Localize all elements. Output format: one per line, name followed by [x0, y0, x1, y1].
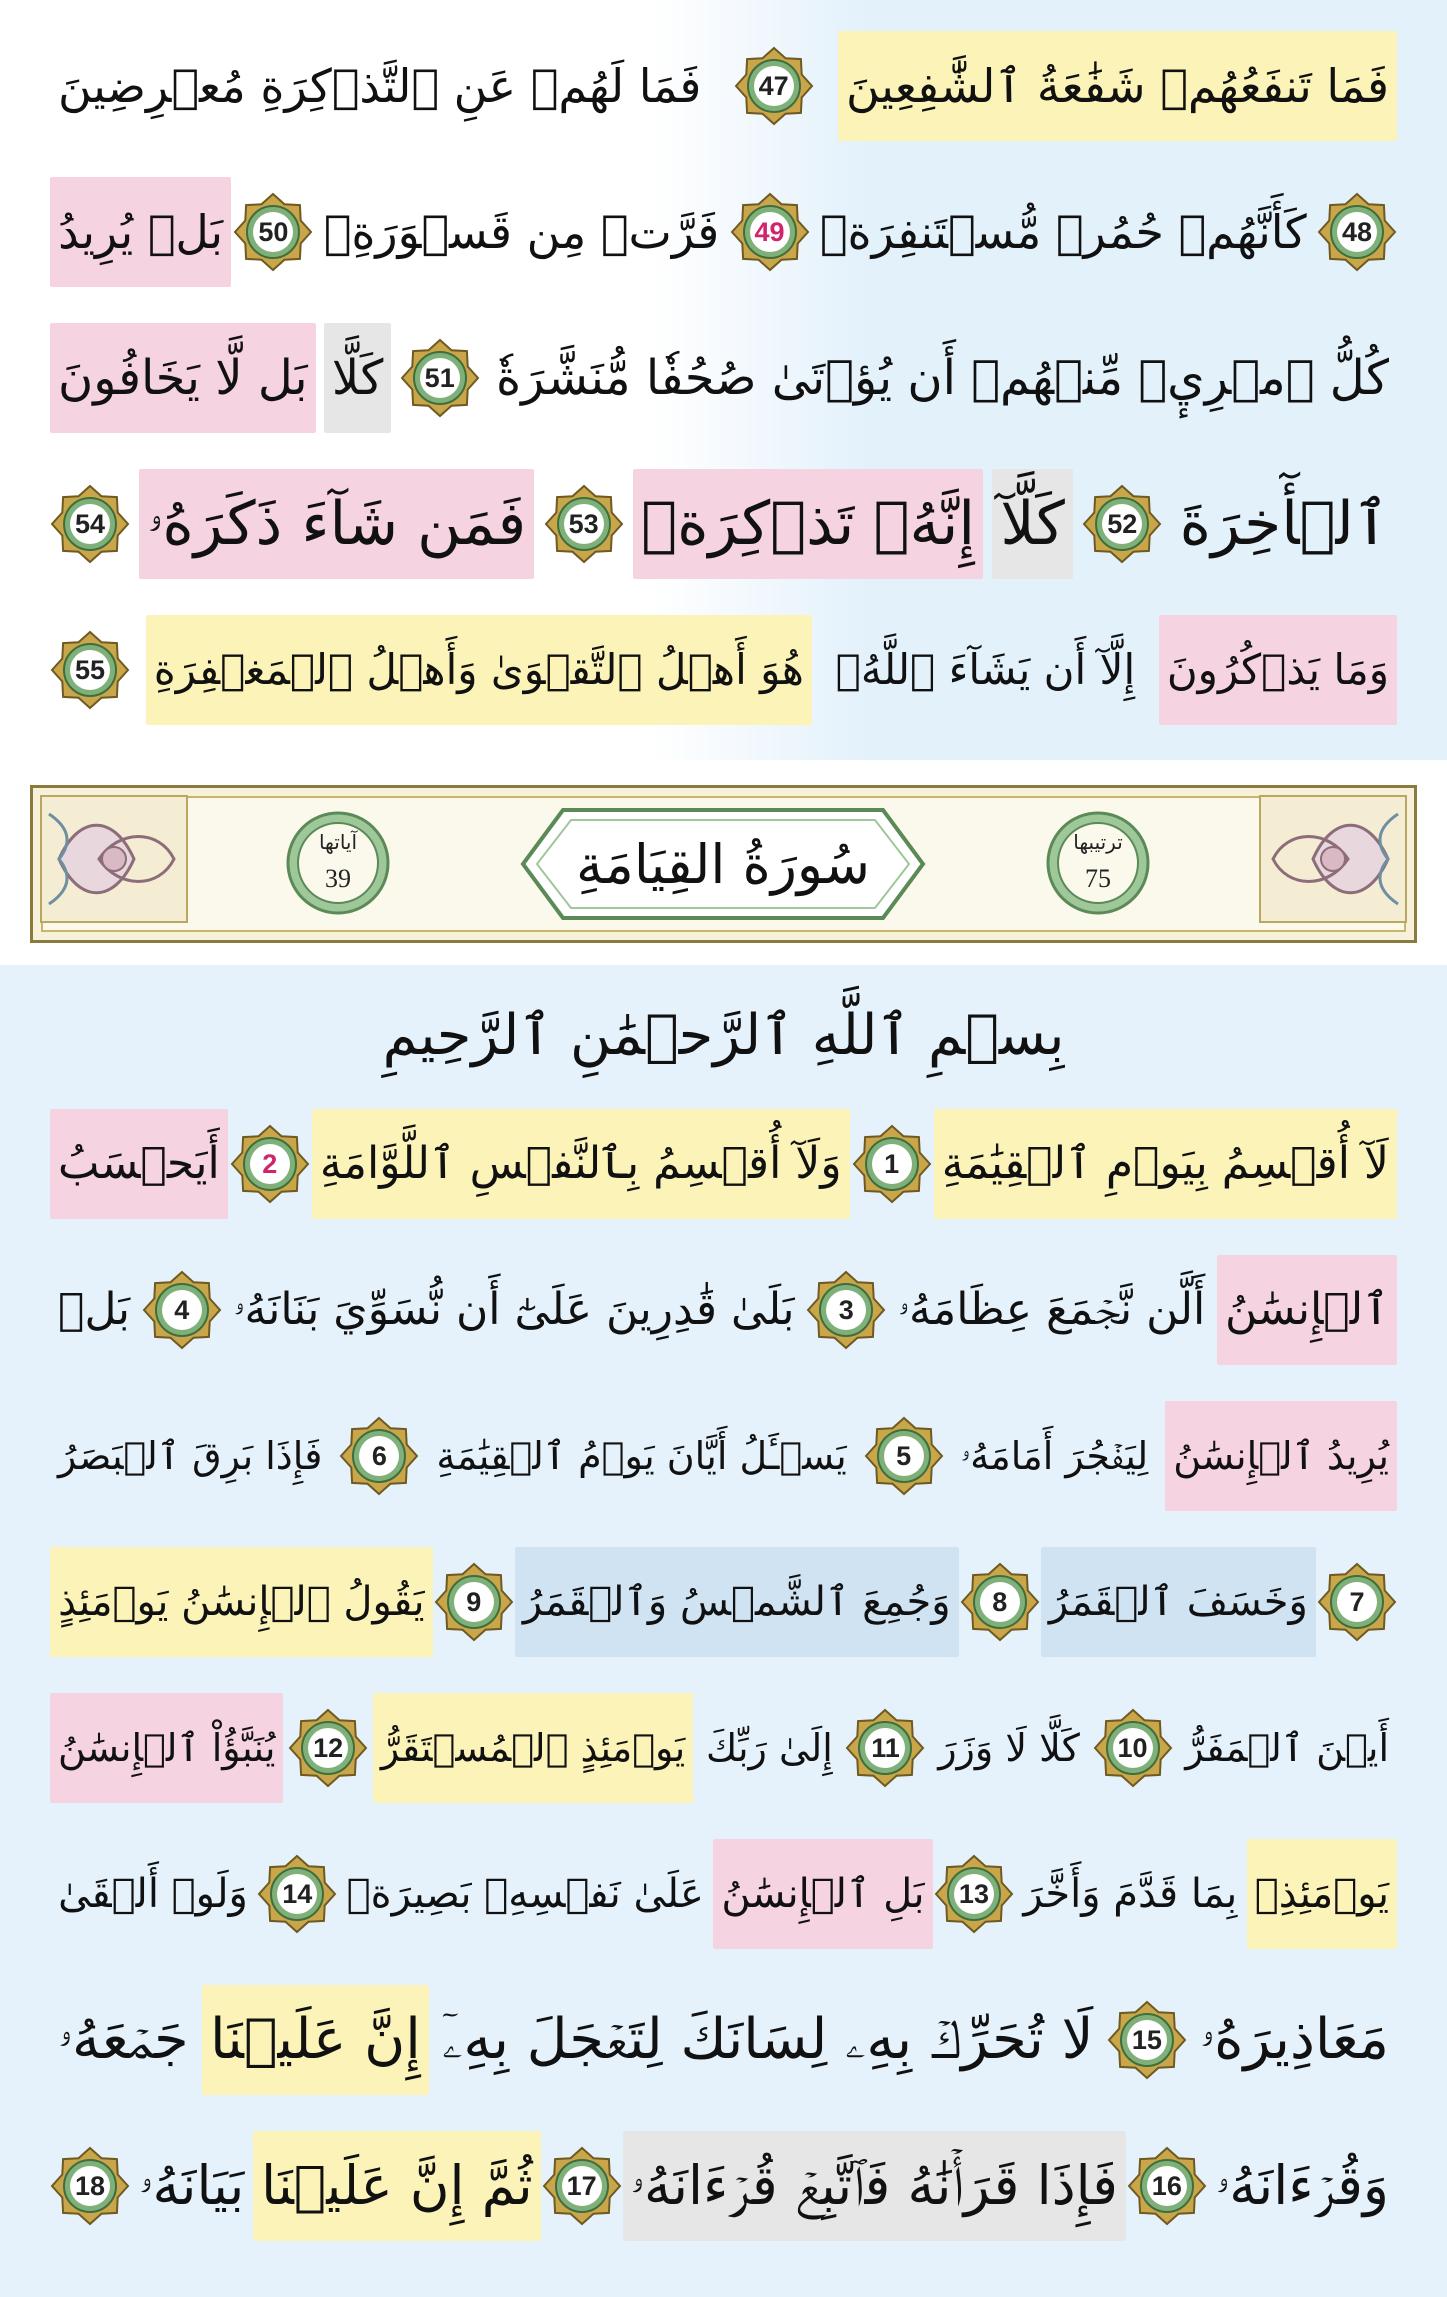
verse-text: لَا تُحَرِّكۡ بِهِۦ لِسَانَكَ لِتَعۡجَلَ بِهِۦٓ: [442, 2007, 1094, 2072]
ayah-number: 7: [1349, 1586, 1365, 1617]
floral-ornament-icon: [39, 794, 189, 924]
verse-text: يَوۡمَئِذِۭ: [1247, 1839, 1397, 1949]
ayah-number-marker: [1127, 2146, 1207, 2226]
verse-text: أَلَّن نَّجۡمَعَ عِظَامَهُۥ: [898, 1284, 1206, 1335]
verse-text: ٱلۡأٓخِرَةَ: [1179, 489, 1389, 559]
ayah-number: 48: [1341, 216, 1373, 247]
verse-text: إِلَّآ أَن يَشَآءَ ٱللَّهُۚ: [835, 645, 1136, 694]
verse-text: مَعَاذِيرَهُۥ: [1200, 2007, 1389, 2072]
verse-text: يَسۡـَٔلُ أَيَّانَ يَوۡمُ ٱلۡقِيَٰمَةِ: [436, 1434, 847, 1478]
verse-line: [50, 314, 1397, 442]
ayah-number-marker: [852, 1124, 932, 1204]
verse-line: [50, 168, 1397, 296]
ayah-number: 6: [371, 1440, 387, 1471]
verse-line: [50, 1976, 1397, 2104]
verse-text: وَلَآ أُقۡسِمُ بِٱلنَّفۡسِ ٱللَّوَّامَةِ: [312, 1109, 850, 1219]
ayah-number-marker: [142, 1270, 222, 1350]
medallion-icon: [1043, 808, 1153, 918]
ayah-number-marker: [257, 1854, 337, 1934]
verse-text: فَإِذَا بَرِقَ ٱلۡبَصَرُ: [58, 1434, 323, 1478]
ayah-number-marker: [1082, 484, 1162, 564]
verse-text: أَيۡنَ ٱلۡمَفَرُّ: [1185, 1726, 1389, 1770]
ayah-number-marker: [50, 484, 130, 564]
ayah-number: 18: [75, 2170, 106, 2201]
verse-text: يَوۡمَئِذٍ ٱلۡمُسۡتَقَرُّ: [373, 1693, 693, 1803]
verse-text: كَلَّا: [324, 323, 392, 433]
verse-text: كَلَّا لَا وَزَرَ: [938, 1726, 1080, 1770]
verse-line: [50, 606, 1397, 734]
verse-line: [50, 1538, 1397, 1666]
verse-text: بِمَا قَدَّمَ وَأَخَّرَ: [1023, 1871, 1238, 1917]
ayah-number: 52: [1107, 508, 1138, 539]
verse-text: بَل لَّا يَخَافُونَ: [50, 323, 316, 433]
ayah-number: 3: [838, 1294, 854, 1325]
verse-text: إِنَّ عَلَيۡنَا: [202, 1985, 429, 2095]
verse-text: لَآ أُقۡسِمُ بِيَوۡمِ ٱلۡقِيَٰمَةِ: [934, 1109, 1397, 1219]
ayah-number-marker: [288, 1708, 368, 1788]
verse-text: بَيَانَهُۥ: [138, 2154, 245, 2217]
ayah-number-marker: [434, 1562, 514, 1642]
verse-text: كَأَنَّهُمۡ حُمُرٞ مُّسۡتَنفِرَةٞ: [819, 205, 1307, 259]
ayah-number: 14: [282, 1878, 313, 1909]
ayah-number-marker: [233, 192, 313, 272]
ayah-number: 54: [75, 508, 106, 539]
verse-text: أَيَحۡسَبُ: [50, 1109, 228, 1219]
ayah-number-marker: [960, 1562, 1040, 1642]
verse-text: فَمَا لَهُمۡ عَنِ ٱلتَّذۡكِرَةِ مُعۡرِضِينَ: [58, 59, 702, 113]
ayah-number: 13: [958, 1878, 989, 1909]
verse-line: [50, 1830, 1397, 1958]
ayah-number-marker: [230, 1124, 310, 1204]
order-label: ترتيبها: [1073, 830, 1123, 854]
ayah-number-marker: [864, 1416, 944, 1496]
ayah-number-marker: [339, 1416, 419, 1496]
verse-text: فَمَا تَنفَعُهُمۡ شَفَٰعَةُ ٱلشَّٰفِعِينَ: [838, 31, 1397, 141]
ayah-number-marker: [734, 46, 814, 126]
ayah-number-marker: [400, 338, 480, 418]
ayah-number: 49: [754, 216, 785, 247]
verse-text: ٱلۡإِنسَٰنُ: [1217, 1255, 1397, 1365]
ayah-number-marker: [50, 2146, 130, 2226]
ayah-number-marker: [1317, 192, 1397, 272]
verse-text: فَرَّتۡ مِن قَسۡوَرَةِۭ: [323, 205, 720, 259]
ayah-number-marker: [1107, 2000, 1187, 2080]
verse-text: يُرِيدُ ٱلۡإِنسَٰنُ: [1165, 1401, 1397, 1511]
ayah-number: 5: [896, 1440, 912, 1471]
verse-line: [50, 1392, 1397, 1520]
ayah-number: 2: [262, 1148, 278, 1179]
ayah-number-marker: [50, 630, 130, 710]
verse-text: هُوَ أَهۡلُ ٱلتَّقۡوَىٰ وَأَهۡلُ ٱلۡمَغۡفِرَةِ: [146, 615, 812, 725]
ayah-number: 8: [992, 1586, 1008, 1617]
ayah-number: 16: [1151, 2170, 1182, 2201]
ayah-number-marker: [544, 484, 624, 564]
ayah-number: 47: [758, 70, 789, 101]
verse-line: [50, 22, 1397, 150]
verse-line: [50, 1246, 1397, 1374]
verse-text: بَلۡ: [58, 1284, 131, 1335]
ayat-count-medallion: [283, 808, 393, 918]
ayah-number: 9: [466, 1586, 482, 1617]
basmala: بِسۡمِ ٱللَّهِ ٱلرَّحۡمَٰنِ ٱلرَّحِيمِ: [382, 1002, 1065, 1068]
ayah-number: 55: [75, 654, 106, 685]
verse-text: فَإِذَا قَرَأۡنَٰهُ فَٱتَّبِعۡ قُرۡءَانَهُۥ: [623, 2131, 1126, 2241]
verse-text: كُلُّ ٱمۡرِيٕٖ مِّنۡهُمۡ أَن يُؤۡتَىٰ صُحُفٗا مُّنَشَّرَةٗ: [495, 350, 1389, 406]
ayah-number-marker: [1093, 1708, 1173, 1788]
ayah-number: 15: [1131, 2024, 1162, 2055]
ayah-number: 1: [884, 1148, 900, 1179]
verse-text: بَلَىٰ قَٰدِرِينَ عَلَىٰٓ أَن نُّسَوِّيَ بَنَانَهُۥ: [233, 1284, 795, 1335]
verse-text: جَمۡعَهُۥ: [58, 2007, 189, 2072]
surah-header-banner: [30, 785, 1417, 943]
medallion-icon: [283, 808, 393, 918]
ayah-number-marker: [542, 2146, 622, 2226]
verse-text: كَلَّآ: [992, 469, 1072, 579]
ayah-number: 17: [566, 2170, 597, 2201]
verse-line: [50, 460, 1397, 588]
ayah-number-marker: [730, 192, 810, 272]
verse-text: يَقُولُ ٱلۡإِنسَٰنُ يَوۡمَئِذٍ: [50, 1547, 432, 1657]
verse-text: إِنَّهُۥ تَذۡكِرَةٞ: [633, 469, 983, 579]
ayah-number: 51: [424, 362, 455, 393]
ayah-number-marker: [1317, 1562, 1397, 1642]
verse-text: وَقُرۡءَانَهُۥ: [1215, 2154, 1389, 2217]
surah-title: سُورَةُ القِيَامَةِ: [575, 832, 871, 896]
ayah-number: 10: [1117, 1732, 1148, 1763]
verse-text: بَلِ ٱلۡإِنسَٰنُ: [713, 1839, 932, 1949]
ayah-number-marker: [934, 1854, 1014, 1934]
verse-line: [50, 1100, 1397, 1228]
ayah-number: 50: [258, 216, 289, 247]
verse-line: [50, 2122, 1397, 2250]
verse-text: وَمَا يَذۡكُرُونَ: [1159, 615, 1397, 725]
surah-order-medallion: [1043, 808, 1153, 918]
verse-line: [50, 1684, 1397, 1812]
ayat-label: آياتها: [318, 830, 358, 854]
ayah-number-marker: [806, 1270, 886, 1350]
ayah-number: 53: [568, 508, 599, 539]
ayah-number: 4: [174, 1294, 190, 1325]
floral-ornament-icon: [1258, 794, 1408, 924]
verse-text: ثُمَّ إِنَّ عَلَيۡنَا: [253, 2131, 541, 2241]
verse-text: وَلَوۡ أَلۡقَىٰ: [58, 1871, 248, 1917]
verse-text: يُنَبَّؤُاْ ٱلۡإِنسَٰنُ: [50, 1693, 283, 1803]
verse-text: لِيَفۡجُرَ أَمَامَهُۥ: [960, 1434, 1149, 1478]
verse-text: وَجُمِعَ ٱلشَّمۡسُ وَٱلۡقَمَرُ: [515, 1547, 959, 1657]
ayat-number: 39: [325, 864, 351, 893]
verse-text: عَلَىٰ نَفۡسِهِۦ بَصِيرَةٞ: [346, 1871, 704, 1917]
order-number: 75: [1085, 864, 1111, 893]
verse-text: وَخَسَفَ ٱلۡقَمَرُ: [1041, 1547, 1316, 1657]
ayah-number: 12: [313, 1732, 344, 1763]
ayah-number: 11: [871, 1732, 900, 1763]
verse-text: إِلَىٰ رَبِّكَ: [705, 1726, 833, 1770]
ayah-number-marker: [845, 1708, 925, 1788]
verse-text: بَلۡ يُرِيدُ: [50, 177, 231, 287]
verse-text: فَمَن شَآءَ ذَكَرَهُۥ: [139, 469, 534, 579]
